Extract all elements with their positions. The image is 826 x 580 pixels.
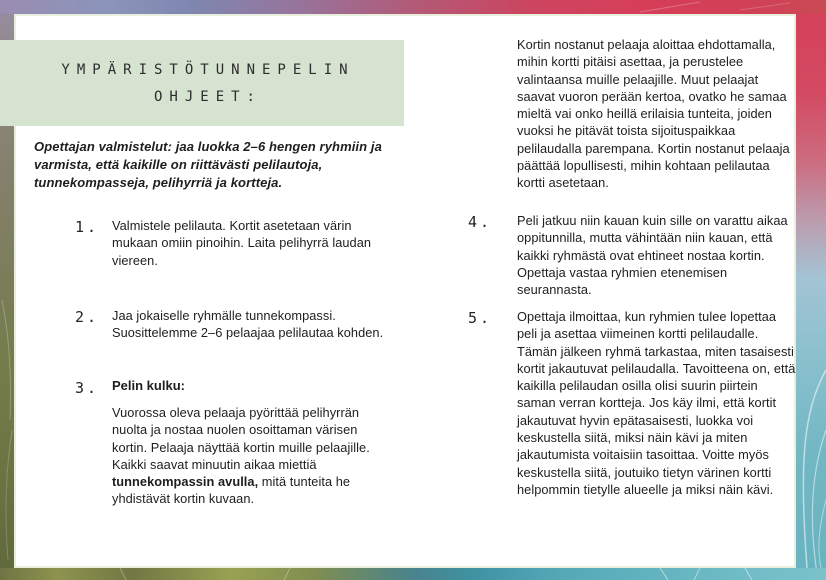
item-number: 3. — [75, 379, 100, 397]
title-banner — [0, 40, 404, 126]
page-title-line-1: YMPÄRISTÖTUNNEPELIN — [61, 61, 355, 78]
item-text — [112, 404, 386, 508]
card-placement-paragraph: Kortin nostanut pelaaja aloittaa ehdottamalla, mihin kortti pitäisi asettaa, ja perustelee valintaansa muille pelaajille. Muut pelaajat saavat vuoron perään kertoa, ovatko he samaa mieltä vai onko heillä erilaisia tunteita, joiden vuoksi he pitävät toista sijoituspaikkaa pelilaudalla parempana. Kortin nostanut pelaaja päättää lopullisesti, mihin kohtaan pelilautaa kortti asetetaan. — [517, 37, 790, 191]
brush-texture-lines — [0, 0, 826, 14]
item-text-bold: tunnekompassin avulla, — [112, 474, 259, 490]
item-text-part: mitä tunteita he yhdistävät kortin kuvaan. — [112, 474, 351, 507]
background-border-bottom — [0, 568, 826, 580]
instruction-item-4 — [468, 212, 795, 298]
item-number: 2. — [75, 308, 100, 326]
instruction-item-1 — [75, 217, 384, 269]
item-heading: Pelin kulku: — [112, 378, 185, 393]
item-content — [112, 378, 386, 508]
instruction-item-3 — [75, 378, 386, 508]
instruction-item-5 — [468, 308, 797, 498]
instruction-item-2 — [75, 307, 388, 342]
item-text: Valmistele pelilauta. Kortit asetetaan värin mukaan omiin pinoihin. Laita pelihyrrä laudan viereen. — [112, 218, 372, 268]
page-title-line-2: OHJEET: — [153, 88, 262, 105]
vein-texture-lines — [0, 568, 826, 580]
item-text: Jaa jokaiselle ryhmälle tunnekompassi. Suosittelemme 2–6 pelaajaa pelilautaa kohden. — [112, 308, 384, 341]
item-text: Opettaja ilmoittaa, kun ryhmien tulee lopettaa peli ja asettaa viimeinen kortti pelilaudalle. Tämän jälkeen ryhmä tarkastaa, miten tasaisesti kortit jakautuvat pelilaudalla. Tavoitteena on, että kaikilla pelilaudan osilla olisi suurin piirtein saman verran kortteja. Jos käy ilmi, että kortit jakautuvat hyvin epätasaisesti, luokka voi keskustella siitä, miksi näin kävi ja miten jakautumista voitaisiin tasoittaa. Voitte myös keskustella siitä, joutuiko tietyn värinen kortti helpommin tietylle alueelle ja miksi näin kävi. — [517, 309, 796, 497]
background-border-top — [0, 0, 826, 14]
background-border-right — [796, 0, 826, 580]
item-number: 1. — [75, 218, 100, 236]
item-number: 5. — [468, 309, 493, 327]
item-number: 4. — [468, 213, 493, 231]
item-text-part: Vuorossa oleva pelaaja pyörittää pelihyrrän nuolta ja nostaa nuolen osoittaman värisen kortin. Pelaaja näyttää kortin muille pelaajille. Kaikki saavat minuutin aikaa miettiä — [112, 405, 370, 472]
item-text: Peli jatkuu niin kauan kuin sille on varattu aikaa oppitunnilla, mutta vähintään niin kauan, että kaikki ryhmästä ovat ehtineet nostaa kortin. Opettaja vastaa ryhmien etenemisen seurannasta. — [517, 213, 788, 298]
teacher-preparation-intro: Opettajan valmistelut: jaa luokka 2–6 hengen ryhmiin ja varmista, että kaikille on riittävästi pelilautoja, tunnekompasseja, pelihyrriä ja kortteja. — [34, 139, 382, 190]
curved-line-texture — [796, 0, 826, 580]
